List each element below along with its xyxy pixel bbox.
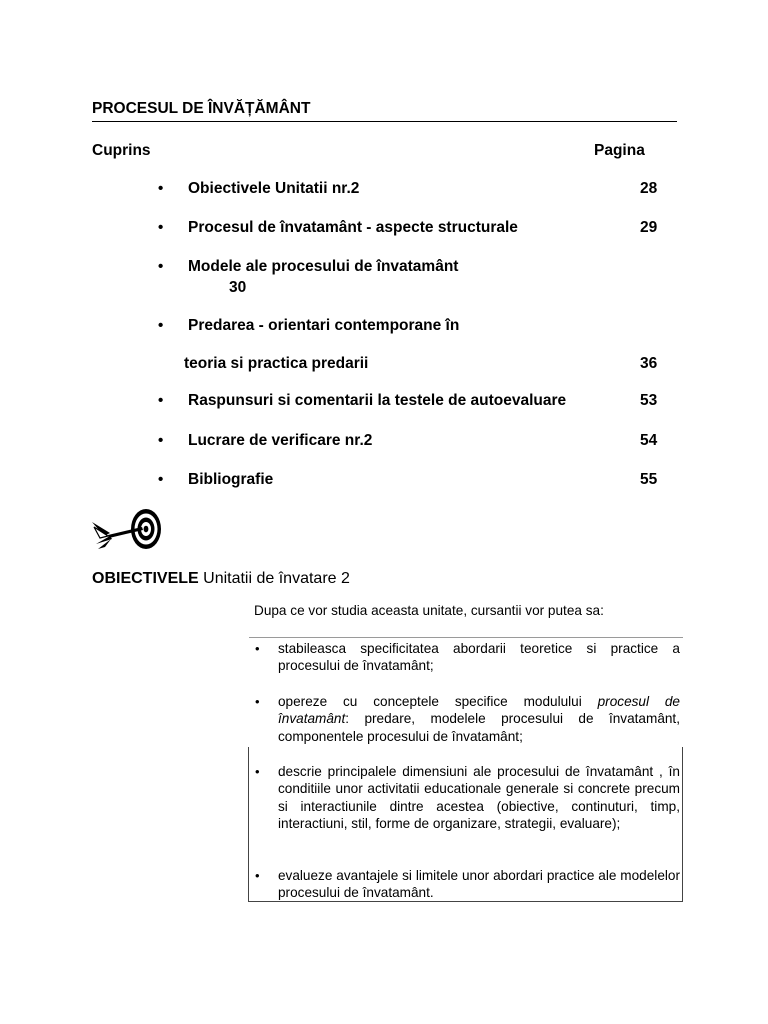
objectives-intro: Dupa ce vor studia aceasta unitate, cursantii vor putea sa: [254, 603, 604, 618]
objective-text-before: opereze cu conceptele specifice modulului [278, 694, 598, 709]
toc-item-page: 53 [640, 392, 658, 409]
bullet-icon: • [255, 868, 260, 883]
objectives-heading-rest: Unitatii de învatare 2 [198, 570, 350, 587]
toc-item-page: 54 [640, 432, 658, 449]
bullet-icon: • [158, 392, 164, 409]
toc-item-page: 29 [640, 219, 658, 236]
objectives-heading [92, 570, 350, 588]
objective-item-text [278, 693, 680, 745]
title-rule [92, 121, 677, 122]
objectives-heading-bold: OBIECTIVELE [92, 570, 199, 587]
bullet-icon: • [158, 219, 164, 236]
bullet-icon: • [158, 317, 164, 334]
bullet-icon: • [158, 258, 164, 275]
toc-item-text: Raspunsuri si comentarii la testele de autoevaluare [188, 392, 567, 409]
bullet-icon: • [158, 432, 164, 449]
objective-text-after: : predare, modelele procesului de învatamânt, componentele procesului de învatamânt; [278, 711, 680, 744]
bullet-icon: • [158, 471, 164, 488]
target-arrow-icon [90, 505, 164, 555]
objective-item [255, 640, 680, 675]
bullet-icon: • [255, 641, 260, 656]
page-title: PROCESUL DE ÎNVĂȚĂMÂNT [92, 100, 311, 117]
contents-label: Cuprins [92, 142, 151, 159]
objective-text-italic: procesul de învatamânt [278, 694, 680, 727]
bullet-icon: • [255, 694, 260, 709]
objective-item-text: evalueze avantajele si limitele unor abordari practice ale modelelor procesului de învatamânt. [278, 868, 680, 901]
objective-item-text: stabileasca specificitatea abordarii teoretice si practice a procesului de învatamânt; [278, 641, 680, 674]
objective-item [255, 763, 680, 833]
toc-item-page: 28 [640, 180, 658, 197]
objective-item [255, 693, 680, 745]
objective-item-text: descrie principalele dimensiuni ale procesului de învatamânt , în conditiile unor activitatii educationale generale si concrete precum si interactiunile dintre acestea (obiective, continuturi, timp, interactiuni, stil, forme de organizare, strategii, evaluare); [278, 764, 680, 832]
toc-item-text: Lucrare de verificare nr.2 [188, 432, 373, 449]
toc-item-page: 55 [640, 471, 658, 488]
objectives-box-top-rule [249, 637, 683, 638]
objective-item [255, 867, 680, 902]
toc-item-text: Obiectivele Unitatii nr.2 [188, 180, 360, 197]
toc-item-page: 30 [229, 279, 247, 296]
bullet-icon: • [255, 764, 260, 779]
toc-item-page: 36 [640, 355, 658, 372]
toc-item-text: Bibliografie [188, 471, 274, 488]
toc-item-text: Procesul de învatamânt - aspecte structurale [188, 219, 518, 236]
page-column-label: Pagina [594, 142, 645, 159]
objectives-box-right-rule [682, 747, 683, 902]
bullet-icon: • [158, 180, 164, 197]
objectives-box-left-rule [248, 747, 249, 902]
toc-item-text: Modele ale procesului de învatamânt [188, 258, 459, 275]
toc-item-text: Predarea - orientari contemporane în [188, 317, 460, 334]
toc-item-continuation: teoria si practica predarii [184, 355, 369, 372]
